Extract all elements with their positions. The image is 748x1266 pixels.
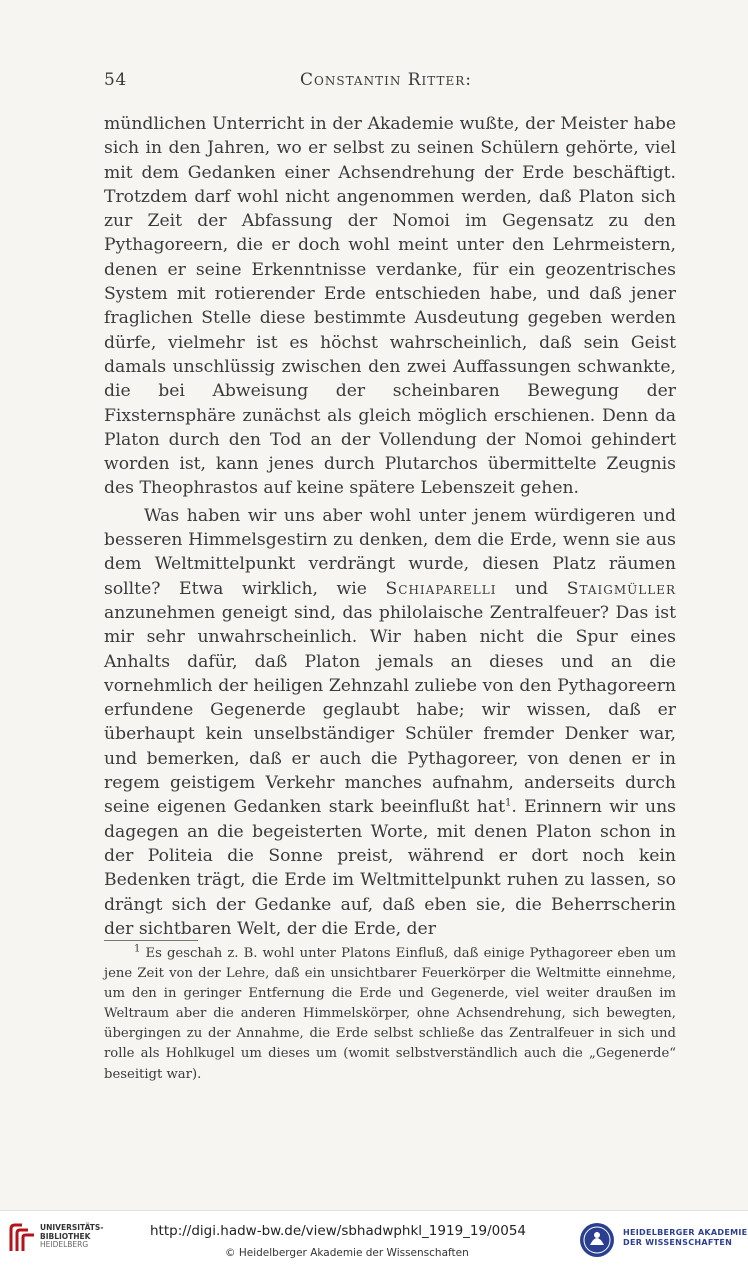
author-name-staigmueller: Staigmüller — [566, 578, 676, 599]
university-library-name — [40, 1224, 103, 1250]
running-title: Constantin Ritter: — [300, 70, 473, 90]
digitization-footer — [0, 1210, 748, 1266]
paragraph-2-part-d: . Erinnern wir uns dagegen an die begeisterten Worte, mit denen Platon schon in der Politeia die Sonne preist, während er dort noch kein Bedenken trägt, die Erde im Weltmittelpunkt ruhen zu lassen, so drängt sich der Gedanke auf, daß eben sie, die Beherrscherin der sichtbaren Welt, der die Erde, der — [104, 797, 676, 939]
paragraph-2-part-a: Was haben wir uns aber wohl unter jenem würdigeren und besseren Himmelsgestirn zu denken, dem die Erde, wenn sie aus dem Weltmittelpunkt verdrängt wurde, diesen Platz räumen sollte? Etwa wirklich, wie — [104, 505, 676, 599]
page-header — [104, 70, 676, 96]
permalink-url[interactable]: http://digi.hadw-bw.de/view/sbhadwphkl_1919_19/0054 — [150, 1223, 526, 1239]
footnote-paragraph — [104, 944, 676, 1085]
author-name-schiaparelli: Schiaparelli — [385, 578, 497, 599]
university-library-logo-icon[interactable] — [8, 1223, 36, 1253]
academy-seal-icon[interactable] — [578, 1221, 616, 1259]
page-number: 54 — [104, 70, 127, 90]
copyright-notice: © Heidelberger Akademie der Wissenschaften — [225, 1247, 469, 1259]
footnote — [104, 944, 676, 1085]
footnote-marker: 1 — [134, 943, 141, 955]
academy-name-line-1: HEIDELBERGER AKADEMIE — [623, 1228, 748, 1237]
footnote-divider — [104, 940, 198, 941]
academy-name-line-2: DER WISSENSCHAFTEN — [623, 1238, 733, 1247]
paragraph-2-part-b: und — [515, 578, 549, 599]
main-text — [104, 112, 676, 941]
footnote-reference[interactable]: 1 — [504, 797, 512, 809]
library-name-line-3: HEIDELBERG — [40, 1240, 89, 1249]
library-name-line-1: UNIVERSITÄTS- — [40, 1223, 104, 1232]
footnote-text: Es geschah z. B. wohl unter Platons Einfluß, daß einige Pythagoreer eben um jene Zeit von der Lehre, daß ein unsichtbarer Feuerkörper die Weltmitte einnehme, um den in geringer Entfernung die Erde und Gegenerde, viel weiter draußen im Weltraum aber die anderen Himmelskörper, ohne Achsendrehung, sich bewegten, übergingen zu der Annahme, die Erde selbst schließe das Zentralfeuer in sich und rolle als Hohlkugel um dieses um (womit selbstverständlich auch die „Gegenerde“ beseitigt war). — [104, 946, 676, 1082]
paragraph-2 — [104, 504, 676, 941]
academy-name — [623, 1228, 747, 1248]
paragraph-2-part-c: anzunehmen geneigt sind, das philolaische Zentralfeuer? Das ist mir sehr unwahrscheinlich. Wir haben nicht die Spur eines Anhalts dafür, daß Platon jemals an dieses und an die vornehmlich der heiligen Zehnzahl zuliebe von den Pythagoreern erfundene Gegenerde geglaubt habe; wir wissen, daß er überhaupt kein unselbständiger Schüler fremder Denker war, und bemerken, daß er auch die Pythagoreer, von denen er in regem geistigem Verkehr manches aufnahm, anderseits durch seine eigenen Gedanken stark beeinflußt hat — [104, 602, 676, 818]
library-name-line-2: BIBLIOTHEK — [40, 1231, 91, 1241]
paragraph-1: mündlichen Unterricht in der Akademie wußte, der Meister habe sich in den Jahren, wo er selbst zu seinen Schülern gehörte, viel mit dem Gedanken einer Achsendrehung der Erde beschäftigt. Trotzdem darf wohl nicht angenommen werden, daß Platon sich zur Zeit der Abfassung der Nomoi im Gegensatz zu den Pythagoreern, die er doch wohl meint unter den Lehrmeistern, denen er seine Erkenntnisse verdanke, für ein geozentrisches System mit rotierender Erde entschieden habe, und daß jener fraglichen Stelle diese bestimmte Ausdeutung gegeben werden dürfe, vielmehr ist es höchst wahrscheinlich, daß sein Geist damals unschlüssig zwischen den zwei Auffassungen schwankte, die bei Abweisung der scheinbaren Bewegung der Fixsternsphäre zunächst als gleich möglich erschienen. Denn da Platon durch den Tod an der Vollendung der Nomoi gehindert worden ist, kann jenes durch Plutarchos übermittelte Zeugnis des Theophrastos auf keine spätere Lebenszeit gehen. — [104, 114, 676, 499]
